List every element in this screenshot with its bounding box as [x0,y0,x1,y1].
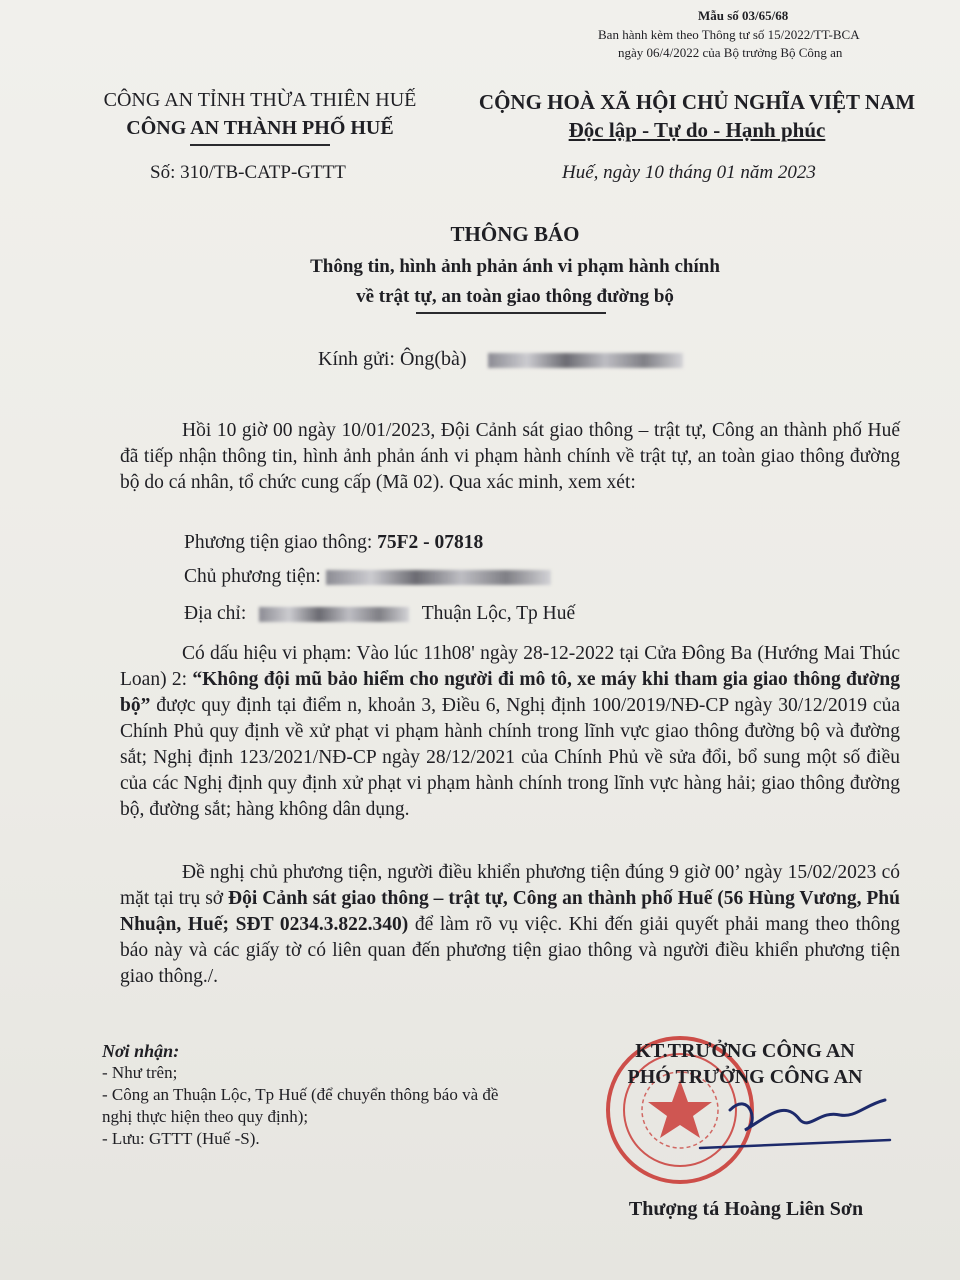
address-value: Thuận Lộc, Tp Huế [421,603,576,624]
handwritten-signature-icon [690,1070,920,1170]
owner-label: Chủ phương tiện: [184,566,326,587]
subtitle-line1: Thông tin, hình ảnh phản ánh vi phạm hành chính [310,256,720,277]
redacted-address [259,607,409,622]
document-title: THÔNG BÁO [450,222,580,246]
issuing-agency [80,86,440,146]
form-reference-line2: ngày 06/4/2022 của Bộ trưởng Bộ Công an [618,45,843,60]
greeting [318,348,683,371]
form-reference-line1: Ban hành kèm theo Thông tư số 15/2022/TT-BCA [598,27,860,42]
address-line [184,603,575,625]
redacted-owner-name [326,570,551,585]
recipients-heading: Nơi nhận: [102,1041,180,1061]
place-date: Huế, ngày 10 tháng 01 năm 2023 [562,162,816,183]
paragraph-receipt: Hồi 10 giờ 00 ngày 10/01/2023, Đội Cảnh sát giao thông – trật tự, Công an thành phố Huế đã tiếp nhận thông tin, hình ảnh phản ánh vi phạm hành chính về trật tự, an toàn giao thông đường bộ do cá nhân, tổ chức cung cấp (Mã 02). Qua xác minh, xem xét: [120,420,900,493]
recipient-item: - Như trên; [102,1063,178,1082]
signatory-title-line2: PHÓ TRƯỞNG CÔNG AN [627,1066,863,1088]
subtitle-underline [416,312,606,314]
agency-name: CÔNG AN THÀNH PHỐ HUẾ [126,117,394,139]
vehicle-label: Phương tiện giao thông: [184,532,378,553]
recipient-item: - Lưu: GTTT (Huế -S). [102,1129,260,1148]
request-office: Đội Cảnh sát giao thông – trật tự, Công an thành phố Huế (56 Hùng Vương, Phú Nhuận, Huế; SĐT 0234.3.822.340) [120,888,901,935]
greeting-label: Kính gửi: Ông(bà) [318,348,467,370]
signatory-name: Thượng tá Hoàng Liên Sơn [628,1198,864,1220]
redacted-recipient-name [488,353,683,368]
document-subtitle [0,252,960,312]
signatory-title-line1: KT.TRƯỞNG CÔNG AN [635,1040,855,1062]
violation-legal-basis: được quy định tại điểm n, khoản 3, Điều 6, Nghị định 100/2019/NĐ-CP ngày 30/12/2019 của Chính Phủ quy định về xử phạt vi phạm hành chính trong lĩnh vực giao thông đường bộ và đường sắt; Nghị định 123/2021/NĐ-CP ngày 28/12/2021 của Chính Phủ về sửa đổi, bổ sung một số điều của các Nghị định quy định xử phạt vi phạm hành chính trong lĩnh vực hàng hải; giao thông đường bộ, đường sắt; hàng không dân dụng. [120,695,900,820]
document-number: Số: 310/TB-CATP-GTTT [150,162,346,183]
agency-underline [190,144,330,146]
national-header [458,88,936,144]
violation-intro: Có dấu hiệu vi phạm: Vào lúc 11h08' ngày 28-12-2022 tại Cửa Đông Ba (Hướng Mai Thúc Loan) 2: [120,643,900,690]
vehicle-line [184,532,483,554]
national-motto: Độc lập - Tự do - Hạnh phúc [568,118,826,142]
agency-parent: CÔNG AN TỈNH THỪA THIÊN HUẾ [103,89,417,111]
form-reference [598,26,860,62]
paragraph-violation [120,641,900,823]
subtitle-line2: về trật tự, an toàn giao thông đường bộ [356,286,674,307]
address-label: Địa chỉ: [184,603,252,624]
request-instructions: để làm rõ vụ việc. Khi đến giải quyết phải mang theo thông báo này và các giấy tờ có liên quan đến phương tiện giao thông và người điều khiển phương tiện giao thông./. [120,914,900,987]
recipient-item: - Công an Thuận Lộc, Tp Huế (để chuyển thông báo và đề nghị thực hiện theo quy định); [102,1085,499,1126]
violation-quote: “Không đội mũ bảo hiểm cho người đi mô tô, xe máy khi tham gia giao thông đường bộ” [120,669,900,716]
national-title: CỘNG HOÀ XÃ HỘI CHỦ NGHĨA VIỆT NAM [478,90,916,114]
paragraph-request [120,860,900,990]
owner-line [184,566,551,588]
form-number: Mẫu số 03/65/68 [698,8,789,23]
recipients-block [102,1040,532,1150]
request-intro: Đề nghị chủ phương tiện, người điều khiển phương tiện đúng 9 giờ 00’ ngày 15/02/2023 có mặt tại trụ sở [120,862,900,909]
license-plate: 75F2 - 07818 [377,532,484,553]
